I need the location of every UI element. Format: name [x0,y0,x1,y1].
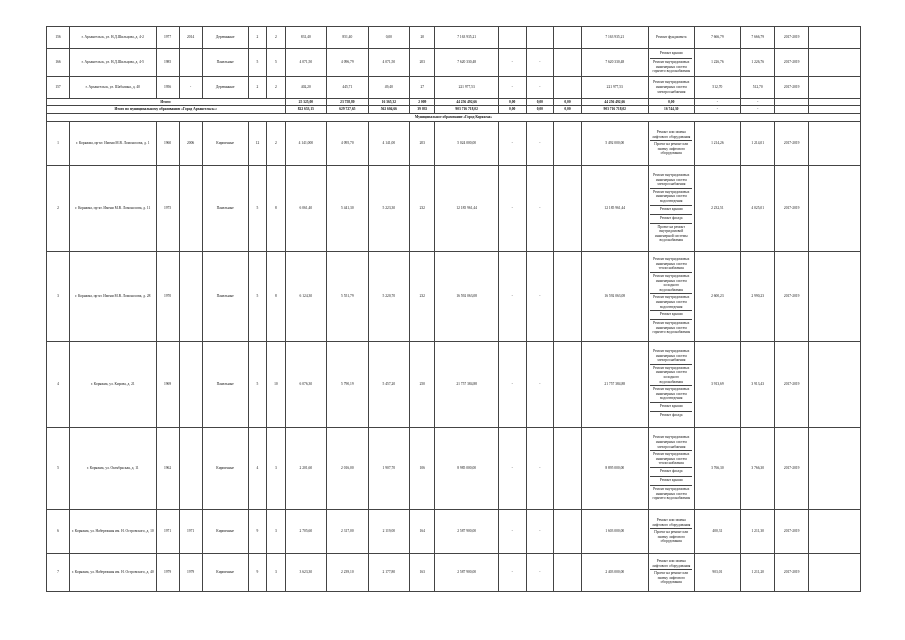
max-unit-cost: 1 214,01 [740,121,775,165]
residents: 20 [410,27,435,49]
table-row [47,121,861,165]
work-type: Ремонт внутридомовых инженерных систем электроснабжения [650,434,692,451]
entrances: 2 [267,76,285,98]
residential-area: 1 907,70 [368,427,410,509]
repair-cost: 16 592 063,08 [435,251,498,341]
premises-area: 445,71 [327,76,369,98]
floors: 5 [248,49,266,77]
repair-cost: 2 587 900,00 [435,553,498,591]
regional-funds: - [526,427,554,509]
residents: 203 [410,121,435,165]
row-number: 3 [47,251,70,341]
work-types-cell [648,341,694,427]
build-year: 1977 [156,27,179,49]
repair-cost: 12 185 961,44 [435,165,498,251]
regional-funds: - [526,165,554,251]
work-type: Ремонт внутридомовых инженерных систем водоотведения [650,386,692,403]
max-unit-cost: 2 990,23 [740,251,775,341]
residents: 27 [410,76,435,98]
work-type: Ремонт крыши [650,403,692,412]
wall-material: Кирпичные [202,121,248,165]
owner-funds: 903 716 718,02 [581,106,648,114]
unit-cost: 1 226,76 [694,49,740,77]
wall-material: Кирпичные [202,509,248,553]
local-funds [554,251,582,341]
work-type: Ремонт фасада [650,215,692,224]
repair-period: 2017-2019 [775,76,808,98]
entrances: 8 [267,251,285,341]
table-row [47,49,861,77]
work-type: Ремонт или замена лифтового оборудования [650,558,692,570]
repair-cost: 21 757 384,88 [435,341,498,427]
address: г. Коряжма, ул. Кирова, д. 21 [70,341,156,427]
work-types-cell [648,509,694,553]
owner-funds: 12 185 961,44 [581,165,648,251]
max-unit-cost: 1 211,30 [740,509,775,553]
premises-area: 5 790,19 [327,341,369,427]
premises-area: 851,40 [327,27,369,49]
floors: 12 [248,121,266,165]
federal-funds: 0,00 [498,106,526,114]
build-year: 1970 [156,251,179,341]
repair-period: 2017-2019 [775,553,808,591]
build-year: 1979 [156,553,179,591]
repair-cost: 5 024 000,00 [435,121,498,165]
unit-cost: 2 232,51 [694,165,740,251]
table-row [47,251,861,341]
build-year: 1985 [156,49,179,77]
local-funds [554,27,582,49]
table-row [47,341,861,427]
work-types-cell [648,121,694,165]
regional-funds: - [526,251,554,341]
row-number: 1 [47,121,70,165]
repair-cost: 7 620 330,48 [435,49,498,77]
owner-funds: 44 256 492,66 [581,98,648,106]
work-type: Ремонт крыши [650,206,692,215]
note [808,251,860,341]
total-area: 2 201,60 [285,427,327,509]
residential-area: 5 220,70 [368,251,410,341]
work-type: Ремонт внутридомовых инженерных систем горячего водоснабжения [652,321,691,335]
work-type: Ремонт фасада [650,468,692,477]
regional-funds [526,27,554,49]
note [808,121,860,165]
premises-area: 23 758,80 [327,98,369,106]
address: г. Коряжма, ул. Набережная им. Н. Островского, д. 10 [70,509,156,553]
federal-funds: 0,00 [498,98,526,106]
work-types-cell [648,27,694,49]
wall-material: Панельные [202,49,248,77]
work-type: Ремонт внутридомовых инженерных систем электроснабжения [650,172,692,189]
row-number: 157 [47,76,70,98]
work-type: Ремонт фундамента [656,34,687,39]
premises-area: 5 551,79 [327,251,369,341]
note [808,49,860,77]
work-type: Ремонт внутридомовых инженерных систем горячего водоснабжения [652,486,691,501]
premises-area: 629 727,65 [327,106,369,114]
local-funds [554,165,582,251]
local-funds [554,509,582,553]
total-area: 3 623,30 [285,553,327,591]
repair-period: 2017-2019 [775,427,808,509]
build-year: 1962 [156,427,179,509]
premises-area: 2 239,10 [327,553,369,591]
residential-area: 5 223,30 [368,165,410,251]
total-area: 6 124,30 [285,251,327,341]
entrances: 10 [267,341,285,427]
local-funds [554,76,582,98]
local-funds [554,427,582,509]
regional-funds: - [526,553,554,591]
floors: 4 [248,427,266,509]
note [808,341,860,427]
row-number: 6 [47,509,70,553]
max-unit-cost: 512,70 [740,76,775,98]
regional-funds: 0,00 [526,98,554,106]
premises-area: 4 096,79 [327,49,369,77]
residents: 232 [410,165,435,251]
unit-cost: 1 214,26 [694,121,740,165]
residential-area: 5 457,20 [368,341,410,427]
repair-cost: 903 716 718,02 [435,106,498,114]
max-unit-cost: 3 766,30 [740,427,775,509]
local-funds [554,341,582,427]
work-type: Проект на ремонт или замену лифтового оборудования [654,142,689,156]
section-header-row [47,113,861,121]
repair-period [775,106,808,114]
repair-period: 2017-2019 [775,509,808,553]
owner-funds: 2 403 000,00 [581,553,648,591]
owner-funds: 16 592 063,08 [581,251,648,341]
premises-area: 2 317,00 [327,509,369,553]
total-area: 2 705,60 [285,509,327,553]
residents: 164 [410,509,435,553]
section-title: Муниципальное образование «Город Коряжма» [47,113,861,121]
address: г. Коряжма, ул. Октябрьская, д. 11 [70,427,156,509]
premises-area: 2 016,00 [327,427,369,509]
max-unit-cost: - [740,106,775,114]
max-unit-cost: 1 226,76 [740,49,775,77]
federal-funds: - [498,49,526,77]
federal-funds: - [498,509,526,553]
work-type: Ремонт внутридомовых инженерных систем электроснабжения [650,348,692,365]
federal-funds: - [498,165,526,251]
work-types-cell [648,165,694,251]
wall-material: Деревянные [202,76,248,98]
entrances: 3 [267,509,285,553]
premises-area: 5 441,30 [327,165,369,251]
work-types-cell [648,427,694,509]
last-repair-year [179,427,202,509]
residents: 250 [410,341,435,427]
table-row [47,509,861,553]
last-repair-year: 1979 [179,553,202,591]
last-repair-year [179,49,202,77]
note [808,427,860,509]
regional-funds: - [526,509,554,553]
note [808,27,860,49]
work-type: Ремонт внутридомовых инженерных систем теплоснабжения [650,256,692,273]
document-page [46,26,861,616]
note [808,98,860,106]
federal-funds: - [498,251,526,341]
work-type: Ремонт внутридомовых инженерных систем водоотведения [650,294,692,311]
max-unit-cost: 3 913,43 [740,341,775,427]
residential-area: 49,40 [368,76,410,98]
note [808,553,860,591]
unit-cost: 3 766,30 [694,427,740,509]
local-funds: 0,00 [554,106,582,114]
repair-cost: 8 985 000,00 [435,427,498,509]
work-types-cell [648,553,694,591]
total-area: 822 653,15 [285,106,327,114]
work-type: Проект на ремонт или замену лифтового оборудования [654,571,689,585]
unit-cost: 2 600,23 [694,251,740,341]
repair-period: 2017-2019 [775,121,808,165]
total-area: 25 325,00 [285,98,327,106]
floors: 2 [248,76,266,98]
residential-area: 2 177,80 [368,553,410,591]
residential-area: 4 141,00 [368,121,410,165]
floors: 9 [248,553,266,591]
local-funds [554,49,582,77]
work-type: Ремонт или замена лифтового оборудования [650,129,692,141]
total-area: 4 141,000 [285,121,327,165]
note [808,165,860,251]
address: г. Коряжма, пр-кт. Имени М.В. Ломоносова, д. 28 [70,251,156,341]
last-repair-year: 1971 [179,509,202,553]
floors: 5 [248,251,266,341]
unit-cost: - [694,106,740,114]
repair-period: 2017-2019 [775,49,808,77]
entrances: 5 [267,49,285,77]
work-type: Ремонт внутридомовых инженерных систем горячего водоснабжения [652,60,691,74]
table-row [47,553,861,591]
address: г. Архангельск, ул. Н.Д.Шильцова, д. 4-5 [70,49,156,77]
residents: 106 [410,427,435,509]
residents: 39 035 [410,106,435,114]
total-label: Итого по муниципальному образованию «Город Архангельск»: [47,106,286,114]
work-types-cell [648,251,694,341]
work-type: Проект на ремонт или замену лифтового оборудования [654,530,689,544]
wall-material: Кирпичные [202,553,248,591]
note [808,106,860,114]
work-type: Ремонт внутридомовых инженерных систем электроснабжения [653,80,690,94]
total-z: 16 744,30 [648,106,694,114]
total-area: 402,20 [285,76,327,98]
wall-material: Панельные [202,341,248,427]
repair-cost: 44 256 492,66 [435,98,498,106]
residents: 232 [410,251,435,341]
owner-funds: 7 620 330,48 [581,49,648,77]
owner-funds: 5 492 000,00 [581,121,648,165]
local-funds [554,121,582,165]
residential-area: 4 071,50 [368,49,410,77]
last-repair-year: 2014 [179,27,202,49]
capital-repair-table [46,26,861,592]
wall-material: Кирпичные [202,427,248,509]
row-number: 2 [47,165,70,251]
residents: 2 009 [410,98,435,106]
residential-area: 0,00 [368,27,410,49]
total-area: 6 061,40 [285,165,327,251]
local-funds: 0,00 [554,98,582,106]
max-unit-cost: 4 025,01 [740,165,775,251]
federal-funds: - [498,121,526,165]
build-year: 1975 [156,165,179,251]
wall-material: Панельные [202,165,248,251]
federal-funds: - [498,427,526,509]
unit-cost: 3 913,69 [694,341,740,427]
row-number: 5 [47,427,70,509]
repair-period: 2017-2019 [775,27,808,49]
last-repair-year: 2006 [179,121,202,165]
address: г. Коряжма, пр-кт. Имени М.В. Ломоносова, д. 11 [70,165,156,251]
repair-period [775,98,808,106]
address: г. Архангельск, ул. Н.Д.Шильцова, д. 4-2 [70,27,156,49]
residential-area: 2 119,00 [368,509,410,553]
row-number: 7 [47,553,70,591]
local-funds [554,553,582,591]
repair-cost: 221 977,53 [435,76,498,98]
repair-period: 2017-2019 [775,251,808,341]
floors: 2 [248,27,266,49]
address: г. Коряжма, ул. Набережная им. Н. Островского, д. 40 [70,553,156,591]
last-repair-year [179,341,202,427]
build-year: 1971 [156,509,179,553]
table-row [47,76,861,98]
build-year: 1960 [156,121,179,165]
residents: 163 [410,553,435,591]
owner-funds: 1 603 000,00 [581,509,648,553]
table-row [47,165,861,251]
owner-funds: 7 163 935,21 [581,27,648,49]
residential-area: 562 604,66 [368,106,410,114]
municipal-total-row [47,106,861,114]
table-row [47,427,861,509]
premises-area: 4 095,70 [327,121,369,165]
max-unit-cost: 7 666,79 [740,27,775,49]
work-type: Проект на ремонт внутридомовой инженерной системы водоснабжения [654,224,688,243]
regional-funds: - [526,49,554,77]
entrances: 3 [267,427,285,509]
last-repair-year [179,251,202,341]
repair-period: 2017-2019 [775,341,808,427]
entrances: 3 [267,553,285,591]
regional-funds: - [526,341,554,427]
work-type: Ремонт внутридомовых инженерных систем водоотведения [650,189,692,206]
federal-funds [498,27,526,49]
owner-funds: 21 757 384,88 [581,341,648,427]
unit-cost: 400,31 [694,509,740,553]
unit-cost: - [694,98,740,106]
work-types-cell [648,49,694,77]
work-type: Ремонт крыши [650,311,692,320]
total-row [47,98,861,106]
residential-area: 16 365,32 [368,98,410,106]
federal-funds: - [498,553,526,591]
total-z: 0,00 [648,98,694,106]
total-area: 831,40 [285,27,327,49]
regional-funds: 0,00 [526,106,554,114]
max-unit-cost: 1 211,20 [740,553,775,591]
total-area: 6 076,30 [285,341,327,427]
work-type: Ремонт или замена лифтового оборудования [650,517,692,529]
work-type: Ремонт внутридомовых инженерных систем холодного водоснабжения [650,365,692,386]
address: г. Коряжма, пр-кт. Имени М.В. Ломоносова, д. 1 [70,121,156,165]
owner-funds: 221 977,53 [581,76,648,98]
repair-cost: 7 163 935,21 [435,27,498,49]
entrances: 2 [267,121,285,165]
total-area: 4 071,50 [285,49,327,77]
work-types-cell [648,76,694,98]
federal-funds: - [498,76,526,98]
work-type: Ремонт внутридомовых инженерных систем теплоснабжения [650,451,692,468]
build-year: 1956 [156,76,179,98]
floors: 5 [248,341,266,427]
work-type: Ремонт крыши [650,50,692,59]
address: г. Архангельск, ул. Шабалина, д. 40 [70,76,156,98]
total-label: Итого: [47,98,286,106]
floors: 5 [248,165,266,251]
last-repair-year [179,165,202,251]
entrances: 2 [267,27,285,49]
max-unit-cost: - [740,98,775,106]
note [808,76,860,98]
wall-material: Деревянные [202,27,248,49]
repair-period: 2017-2019 [775,165,808,251]
row-number: 156 [47,27,70,49]
work-type: Ремонт внутридомовых инженерных систем холодного водоснабжения [650,273,692,294]
owner-funds: 8 895 000,00 [581,427,648,509]
floors: 9 [248,509,266,553]
wall-material: Панельные [202,251,248,341]
unit-cost: 903,01 [694,553,740,591]
entrances: 8 [267,165,285,251]
unit-cost: 7 666,79 [694,27,740,49]
note [808,509,860,553]
build-year: 1969 [156,341,179,427]
row-number: 166 [47,49,70,77]
regional-funds: - [526,76,554,98]
work-type: Ремонт крыши [650,477,692,486]
residents: 203 [410,49,435,77]
row-number: 4 [47,341,70,427]
federal-funds: - [498,341,526,427]
work-type: Ремонт фасада [659,413,683,418]
table-row [47,27,861,49]
repair-cost: 2 587 900,00 [435,509,498,553]
unit-cost: 512,70 [694,76,740,98]
last-repair-year: - [179,76,202,98]
regional-funds: - [526,121,554,165]
